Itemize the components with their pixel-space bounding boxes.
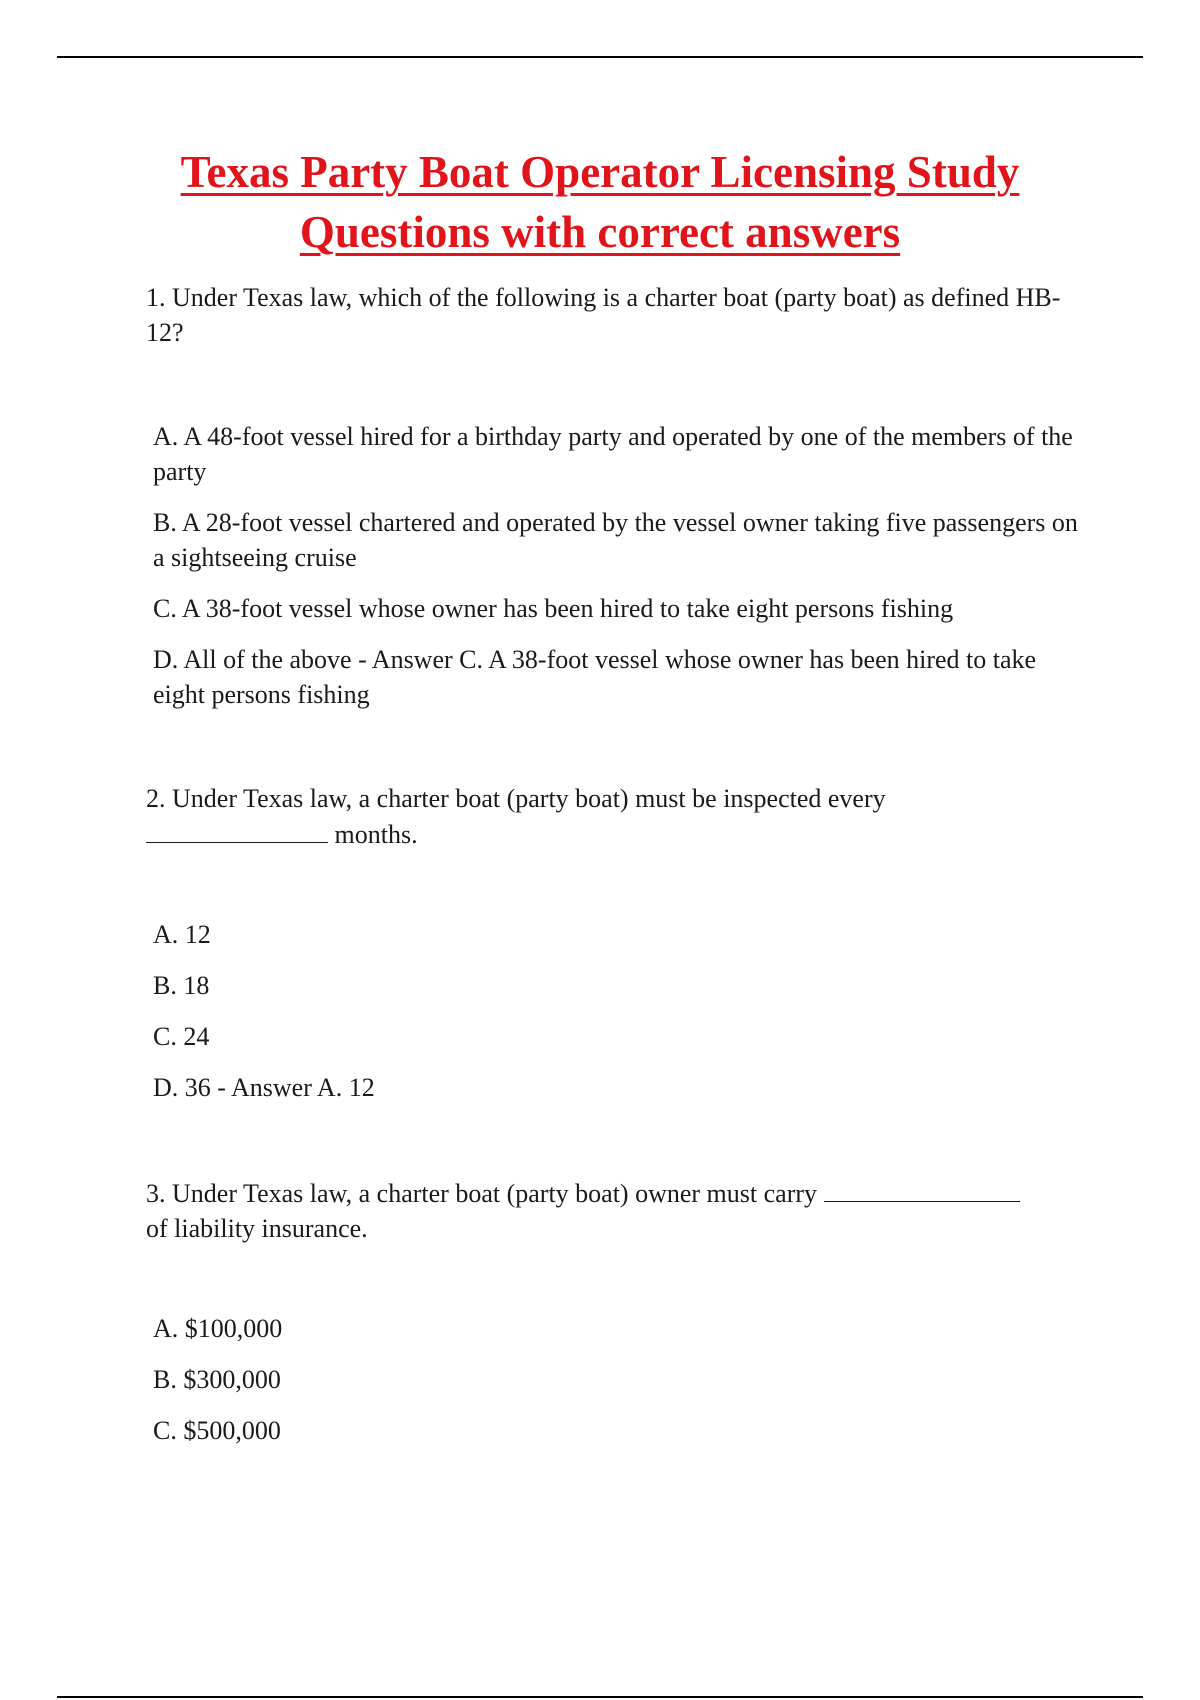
question-2-option-a: A. 12 xyxy=(153,920,211,949)
question-2-option-c: C. 24 xyxy=(153,1022,210,1051)
answer-blank xyxy=(146,816,328,843)
question-3-stem-text: 3. Under Texas law, a charter boat (party boat) owner must carry xyxy=(146,1179,818,1208)
question-3-option-b: B. $300,000 xyxy=(153,1365,281,1394)
question-1-option-c: C. A 38-foot vessel whose owner has been hired to take eight persons fishing xyxy=(153,594,954,623)
question-2-stem-end: months. xyxy=(334,820,418,849)
question-2-option-d: D. 36 - Answer A. 12 xyxy=(153,1073,375,1102)
bottom-rule xyxy=(57,1696,1143,1698)
question-3-stem-end: of liability insurance. xyxy=(146,1214,368,1243)
document-title: Texas Party Boat Operator Licensing Study Questions with correct answers xyxy=(180,147,1020,257)
top-rule xyxy=(57,56,1143,58)
question-3-stem xyxy=(146,1175,1092,1246)
question-3-option-c: C. $500,000 xyxy=(153,1416,281,1445)
question-1-option-d: D. All of the above - Answer C. A 38-foot vessel whose owner has been hired to take eight persons fishing xyxy=(153,645,1037,709)
question-3-option-a: A. $100,000 xyxy=(153,1314,283,1343)
question-2-stem xyxy=(146,781,1092,852)
question-2-stem-text: 2. Under Texas law, a charter boat (party boat) must be inspected every xyxy=(146,784,886,813)
question-1-option-b: B. A 28-foot vessel chartered and operated by the vessel owner taking five passengers on a sightseeing cruise xyxy=(153,508,1078,572)
question-2-option-b: B. 18 xyxy=(153,971,210,1000)
question-1-option-a: A. A 48-foot vessel hired for a birthday party and operated by one of the members of the party xyxy=(153,422,1073,486)
question-1-stem: 1. Under Texas law, which of the following is a charter boat (party boat) as defined HB-12? xyxy=(146,283,1061,347)
answer-blank xyxy=(824,1175,1020,1202)
